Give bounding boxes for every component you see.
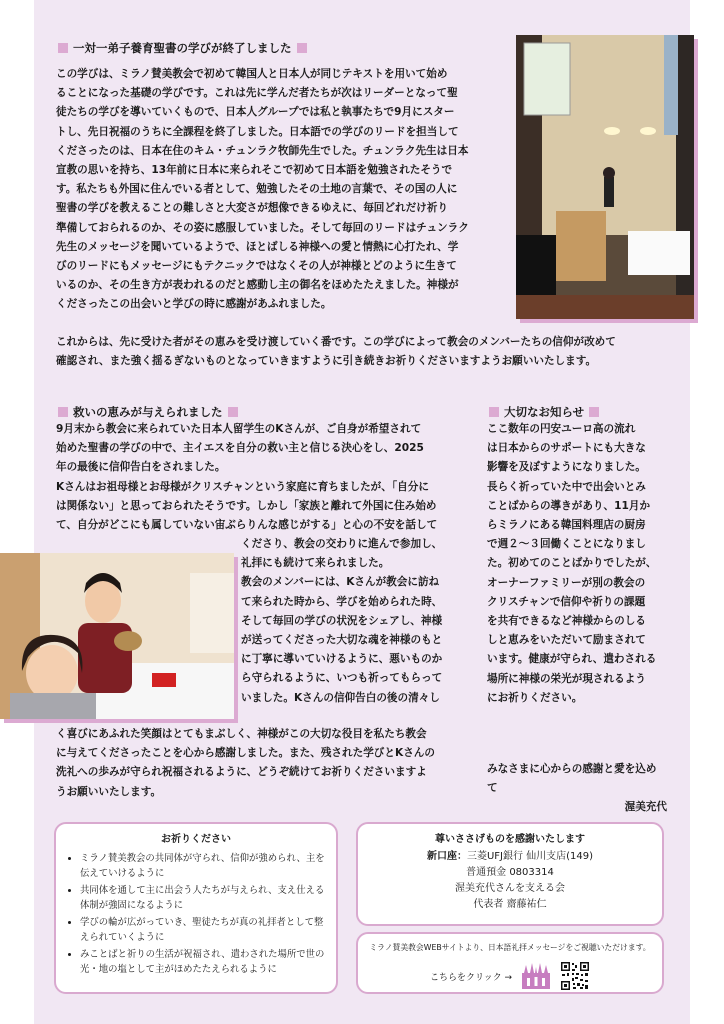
text-line: 確認され、また強く揺るぎないものとなっていきますように引き続きお祈りくださいますようお願いいたします。 (56, 355, 597, 368)
donation-box (356, 822, 664, 926)
title-marker-left (58, 43, 68, 53)
text-line: びのリードにもメッセージにもテクニックではなくその人が神様とどのように生きて (56, 260, 457, 273)
web-link-row[interactable] (358, 961, 662, 991)
section3-title-text: 大切なお知らせ (504, 405, 585, 419)
text-line: いるのか、その生き方が表われるのだと感動し主の御名をほめたたえました。神様が (56, 279, 459, 292)
text-line: を共有できるなど神様からのしる (487, 615, 646, 628)
prayer-list (56, 851, 336, 977)
text-line: て来られた時から、学びを始められた時、 (241, 595, 443, 608)
text-line: 洗礼への歩みが守られ祝福されるように、どうぞ続けてお祈りくださいますよ (56, 766, 427, 779)
title-marker-right (297, 43, 307, 53)
prayer-box (54, 822, 338, 994)
text-line: くださったのは、日本在住のキム・チュンラク牧師先生でした。チュンラク先生は日本 (56, 144, 469, 157)
prayer-item: • 共同体を通して主に出会う人たちが与えられ、支え仕える体制が強固になるように (80, 883, 326, 913)
text-line: に与えてくださったことを心から感謝しました。また、残された学びとKさんの (56, 747, 435, 760)
representative: 代表者 齋藤祐仁 (473, 899, 547, 910)
church-photo (516, 35, 694, 319)
text-line: が送ってくださった大切な魂を神様のもと (241, 634, 443, 647)
text-line: います。健康が守られ、遣わされる (487, 653, 657, 666)
text-line: 場所に神様の栄光が現されるよう (487, 672, 646, 685)
cathedral-icon[interactable] (520, 963, 552, 989)
donation-details (358, 849, 662, 913)
text-line: 徒たちの学びを導いていくもので、日本人グループでは私と執事たちで9月にスター (56, 106, 455, 119)
account-label: 新口座： (426, 851, 467, 862)
text-line: ここ数年の円安ユーロ高の流れ (487, 423, 636, 435)
section3-body (487, 420, 673, 708)
text-line: オーナーファミリーが別の教会の (487, 576, 646, 589)
text-line: 礼拝にも続けて来られました。 (241, 557, 390, 570)
text-line: で週２～３回働くことになりまし (487, 538, 646, 551)
text-line: 聖書の学びを教えることの難しさと大変さが想像できるゆえに、毎回どれだけ祈り (56, 202, 448, 215)
text-line: いました。Kさんの信仰告白の後の清々し (241, 691, 440, 704)
text-line: ることになった基礎の学びです。これは先に学んだ者たちが次はリーダーとなって聖 (56, 87, 458, 100)
text-line: 長らく祈っていた中で出会いとみ (487, 480, 646, 493)
section1-closing (56, 333, 676, 371)
text-line: この学びは、ミラノ賛美教会で初めて韓国人と日本人が同じテキストを用いて始め (56, 68, 448, 80)
text-line: これからは、先に受けた者がその恵みを受け渡していく番です。この学びによって教会のメンバーたちの信仰が改めて (56, 336, 616, 348)
text-line: 影響を及ぼすようになりました。 (487, 461, 646, 474)
text-line: た。初めてのことばかりでしたが、 (487, 557, 657, 570)
text-line: ことばからの導きがあり、11月か (487, 499, 651, 512)
bank-line (358, 849, 662, 865)
text-line: 始めた聖書の学びの中で、主イエスを自分の救い主と信じる決心をし、2025 (56, 442, 424, 455)
click-here-link[interactable]: こちらをクリック → (429, 972, 513, 983)
text-line: うお願いいたします。 (56, 785, 162, 798)
title-marker-left (58, 407, 68, 417)
signature: 渥美充代 (624, 801, 667, 814)
section1-title-text: 一対一弟子養育聖書の学びが終了しました (73, 41, 292, 55)
text-line: て、自分がどこにも属していない宙ぶらりんな感じがする」と心の不安を話して (56, 519, 438, 532)
text-line: す。私たちも外国に住んでいる者として、勉強したその土地の言葉で、その国の人に (56, 183, 458, 196)
title-marker-right (589, 407, 599, 417)
text-line: は関係ない」と思っておられたそうです。しかし「家族と離れて外国に住み始め (56, 499, 437, 512)
web-note: ミラノ賛美教会WEBサイトより、日本語礼拝メッセージをご視聴いただけます。 (369, 943, 651, 952)
prayer-item: • みことばと祈りの生活が祝福され、遣わされた場所で世の光・地の塩として主がほめたたえられるように (80, 947, 326, 977)
prayer-box-title: お祈りください (161, 834, 231, 845)
text-line: Kさんはお祖母様とお母様がクリスチャンという家庭に育ちましたが、「自分に (56, 480, 429, 493)
text-line: く喜びにあふれた笑顔はとてもまぶしく、神様がこの大切な役目を私たち教会 (56, 728, 427, 740)
text-line: は日本からのサポートにも大きな (487, 442, 646, 455)
closing-line: みなさまに心からの感謝と愛を込めて (487, 763, 657, 795)
text-line: くださり、教会の交わりに進んで参加し、 (241, 538, 443, 550)
text-line: ら守られるように、いつも祈ってもらって (241, 672, 443, 685)
text-line: 宣教の思いを持ち、13年前に日本に来られそこで初めて日本語を勉強されたそうで (56, 164, 453, 177)
section2-title-text: 救いの恵みが与えられました (73, 405, 223, 419)
text-line: そして毎回の学びの状況をシェアし、神様 (241, 614, 443, 627)
title-marker-right (228, 407, 238, 417)
donation-box-title: 尊いささげものを感謝いたします (435, 834, 585, 845)
account-number: 普通預金 0803314 (466, 867, 554, 878)
qr-code[interactable] (560, 961, 590, 991)
section1-title (58, 40, 307, 56)
prayer-item: • 学びの輪が広がっていき、聖徒たちが真の礼拝者として整えられていくように (80, 915, 326, 945)
section3-closing (487, 760, 667, 818)
k-san-photo (0, 553, 234, 719)
section3-title (489, 404, 599, 420)
prayer-item: • ミラノ賛美教会の共同体が守られ、信仰が強められ、主を伝えていけるように (80, 851, 326, 881)
text-line: 準備しておられるのか、その姿に感服していました。そして毎回のリードはチュンラク (56, 221, 469, 234)
section2-body-side (241, 535, 479, 708)
bank-name: 三菱UFJ銀行 仙川支店(149) (466, 851, 594, 862)
text-line: にお祈りください。 (487, 691, 583, 704)
text-line: 先生のメッセージを聞いているようで、ほとばしる神様への愛と情熱に心打たれ、学 (56, 240, 459, 253)
web-box (356, 932, 664, 994)
section2-title (58, 404, 238, 420)
text-line: らミラノにある韓国料理店の厨房 (487, 519, 646, 532)
section2-body-top (56, 420, 476, 535)
section2-body-bottom (56, 725, 486, 802)
text-line: くださったこの出会いと学びの時に感謝があふれました。 (56, 298, 332, 311)
text-line: しと恵みをいただいて励まされて (487, 634, 646, 647)
title-marker-left (489, 407, 499, 417)
text-line: に丁寧に導いていけるように、悪いものか (241, 653, 443, 666)
text-line: 年の最後に信仰告白をされました。 (56, 461, 226, 474)
account-holder: 渥美充代さんを支える会 (455, 883, 565, 894)
text-line: クリスチャンで信仰や祈りの課題 (487, 595, 646, 608)
text-line: トし、先日祝福のうちに全課程を終了しました。日本語での学びのリードを担当して (56, 125, 459, 138)
section1-body (56, 65, 511, 315)
text-line: 9月末から教会に来られていた日本人留学生のKさんが、ご自身が希望されて (56, 423, 422, 435)
text-line: 教会のメンバーには、Kさんが教会に訪ね (241, 576, 440, 589)
